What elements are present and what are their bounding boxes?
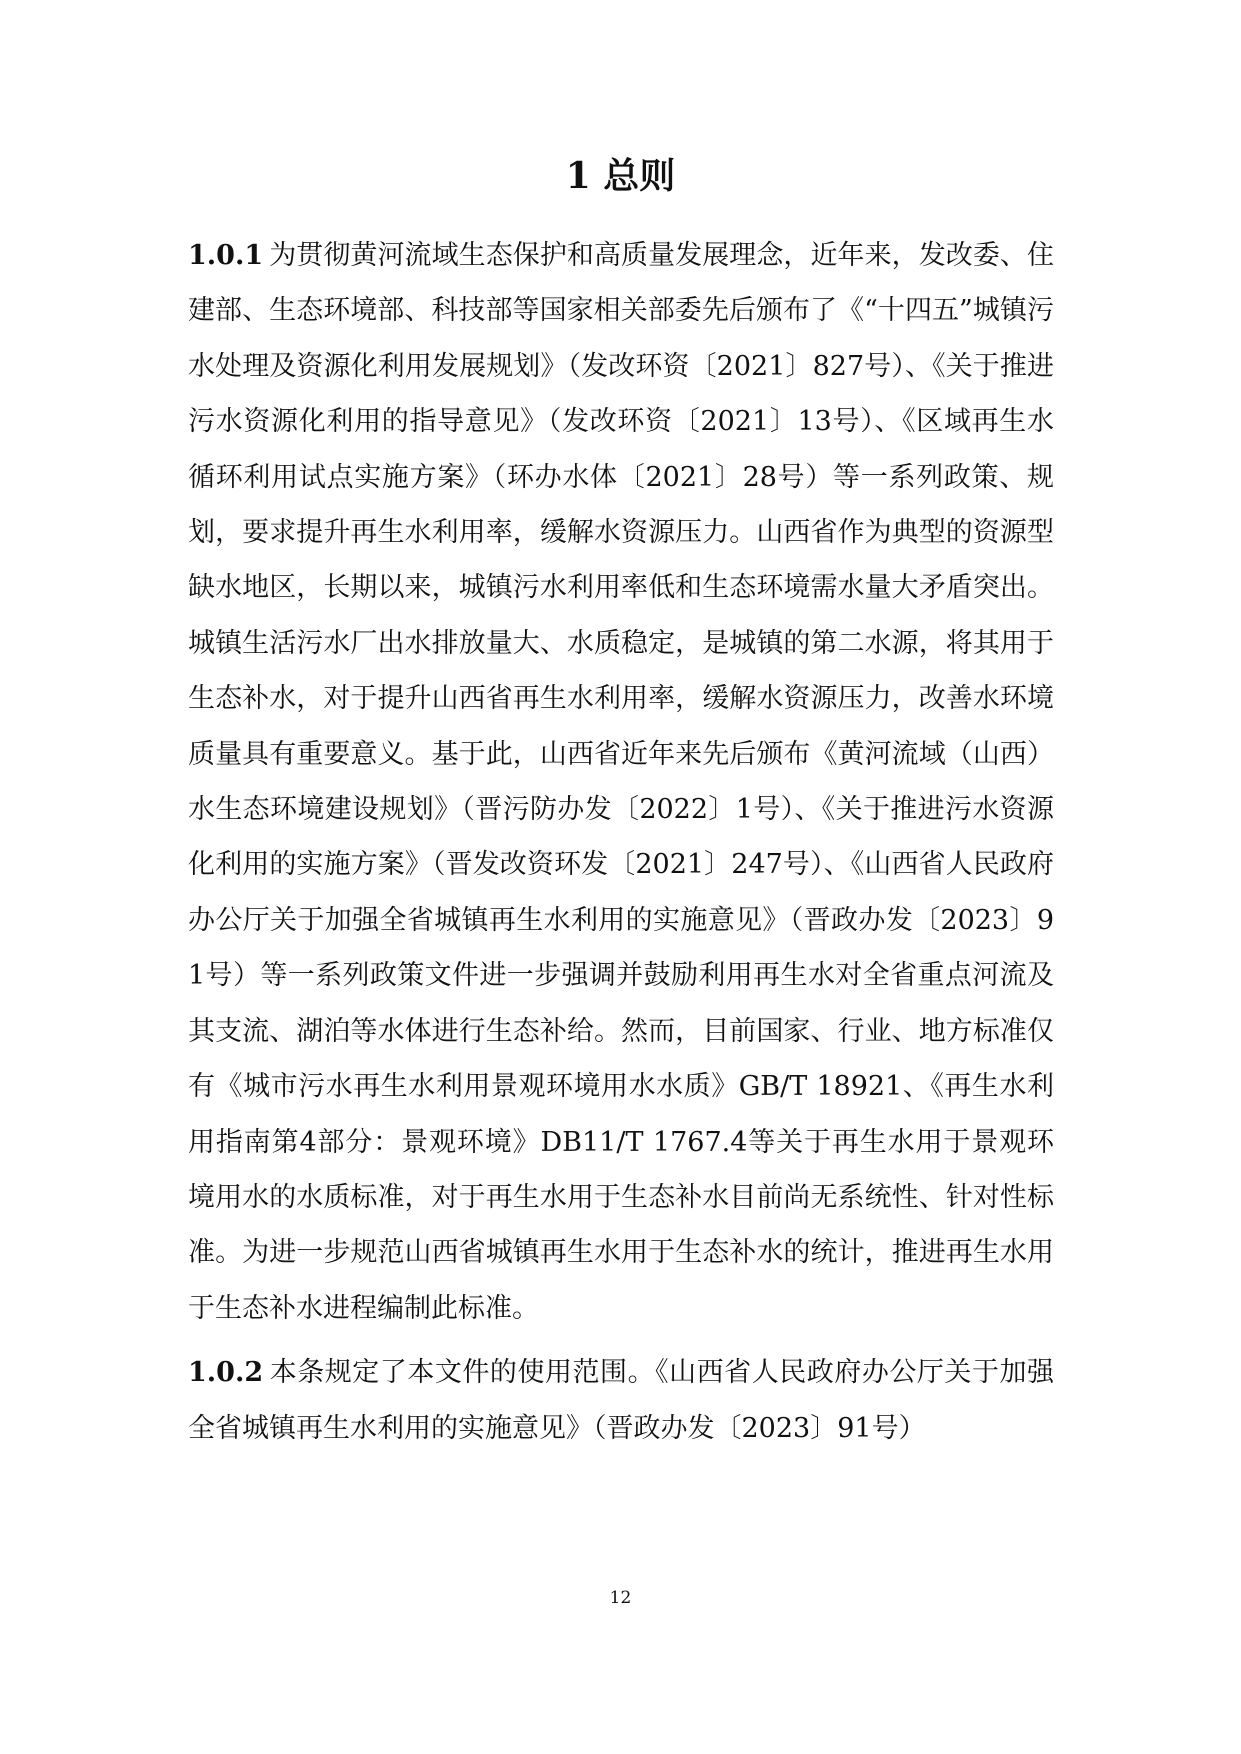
clause-1-0-2: [188, 1345, 1054, 1456]
clause-1-0-1: [188, 228, 1054, 1336]
section-title: 1 总则: [565, 155, 676, 197]
clause-number: 1.0.1: [188, 240, 264, 271]
clause-text: 为贯彻黄河流域生态保护和高质量发展理念，近年来，发改委、住建部、生态环境部、科技部等国家相关部委先后颁布了《“十四五”城镇污水处理及资源化利用发展规划》（发改环资〔2021〕827号）、《关于推进污水资源化利用的指导意见》（发改环资〔2021〕13号）、《区域再生水循环利用试点实施方案》（环办水体〔2021〕28号）等一系列政策、规划，要求提升再生水利用率，缓解水资源压力。山西省作为典型的资源型缺水地区，长期以来，城镇污水利用率低和生态环境需水量大矛盾突出。城镇生活污水厂出水排放量大、水质稳定，是城镇的第二水源，将其用于生态补水，对于提升山西省再生水利用率，缓解水资源压力，改善水环境质量具有重要意义。基于此，山西省近年来先后颁布《黄河流域（山西）水生态环境建设规划》（晋污防办发〔2022〕1号）、《关于推进污水资源化利用的实施方案》（晋发改资环发〔2021〕247号）、《山西省人民政府办公厅关于加强全省城镇再生水利用的实施意见》（晋政办发〔2023〕91号）等一系列政策文件进一步强调并鼓励利用再生水对全省重点河流及其支流、湖泊等水体进行生态补给。然而，目前国家、行业、地方标准仅有《城市污水再生水利用景观环境用水水质》GB/T 18921、《再生水利用指南第4部分：景观环境》DB11/T 1767.4等关于再生水用于景观环境用水的水质标准，对于再生水用于生态补水目前尚无系统性、针对性标准。为进一步规范山西省城镇再生水用于生态补水的统计，推进再生水用于生态补水进程编制此标准。: [188, 240, 1054, 1324]
page-number: 12: [609, 1588, 632, 1608]
section-body: [188, 228, 1054, 1456]
clause-text: 本条规定了本文件的使用范围。《山西省人民政府办公厅关于加强全省城镇再生水利用的实施意见》（晋政办发〔2023〕91号）: [188, 1357, 1054, 1444]
clause-number: 1.0.2: [188, 1357, 264, 1389]
